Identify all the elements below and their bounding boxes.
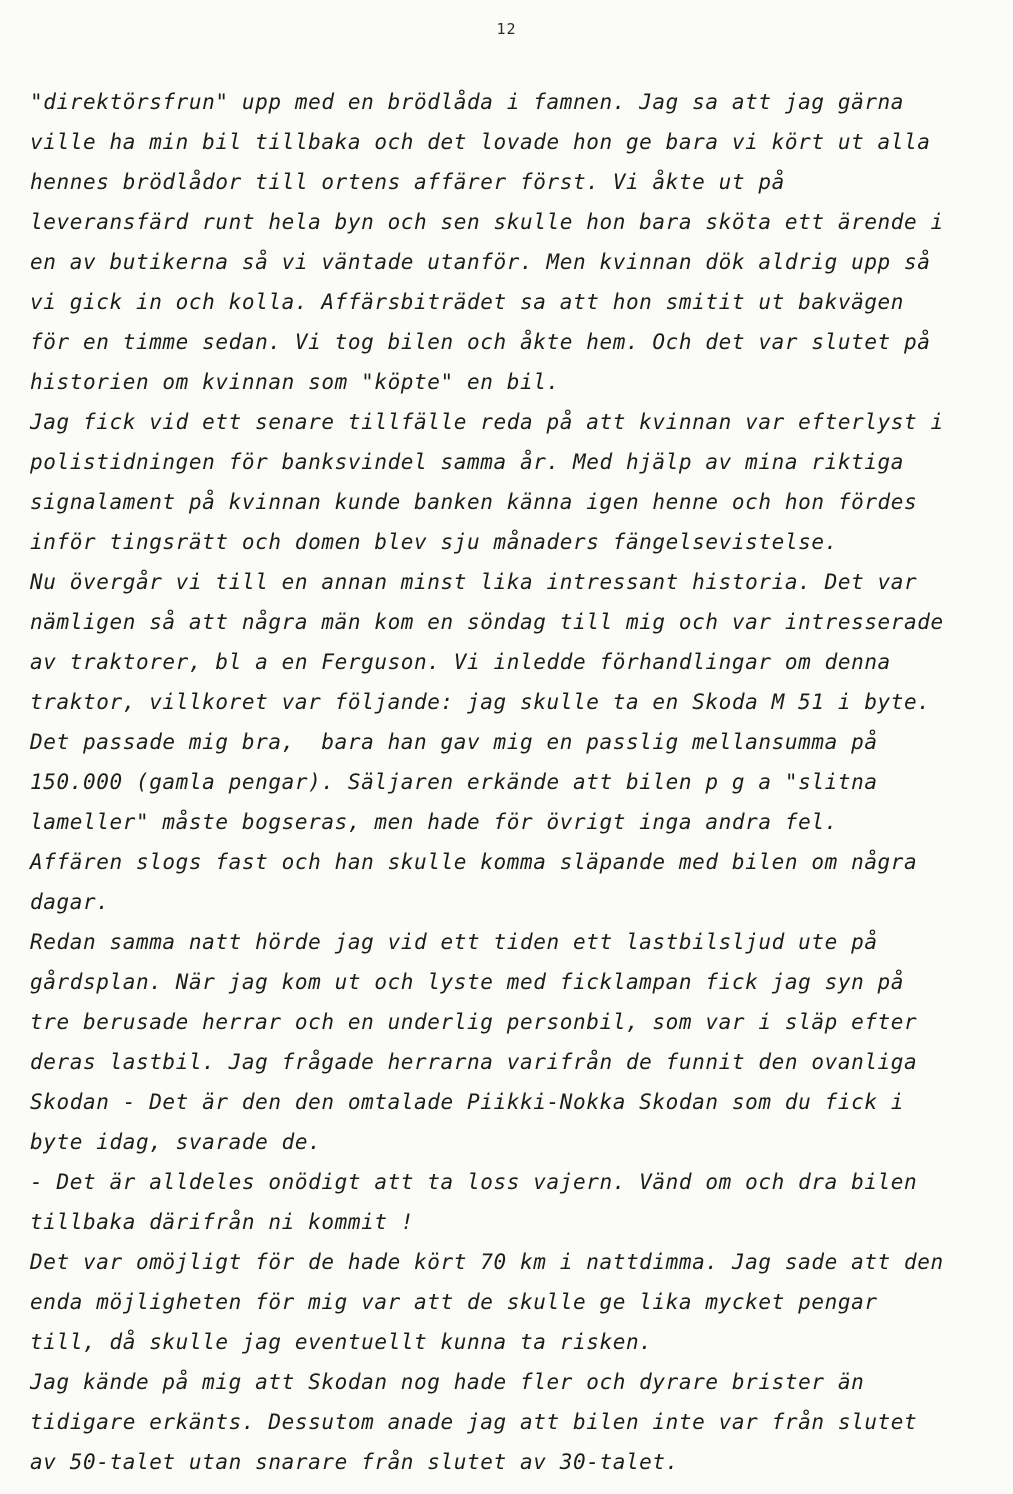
text-line: ville ha min bil tillbaka och det lovade hon ge bara vi kört ut alla	[30, 130, 931, 154]
text-line: av traktorer, bl a en Ferguson. Vi inledde förhandlingar om denna	[30, 650, 891, 674]
text-line: lameller" måste bogseras, men hade för övrigt inga andra fel.	[30, 810, 838, 834]
text-line: historien om kvinnan som "köpte" en bil.	[30, 370, 560, 394]
text-line: Det var omöjligt för de hade kört 70 km i nattdimma. Jag sade att den	[30, 1250, 944, 1274]
text-line: Det passade mig bra, bara han gav mig en passlig mellansumma på	[30, 730, 878, 754]
text-line: enda möjligheten för mig var att de skulle ge lika mycket pengar	[30, 1290, 878, 1314]
text-line: till, då skulle jag eventuellt kunna ta risken.	[30, 1330, 653, 1354]
text-line: Skodan - Det är den den omtalade Piikki-Nokka Skodan som du fick i	[30, 1090, 905, 1114]
text-line: signalament på kvinnan kunde banken känna igen henne och hon fördes	[30, 490, 918, 514]
text-line: Redan samma natt hörde jag vid ett tiden ett lastbilsljud ute på	[30, 930, 878, 954]
text-line: vi gick in och kolla. Affärsbiträdet sa att hon smitit ut bakvägen	[30, 290, 905, 314]
text-line: traktor, villkoret var följande: jag skulle ta en Skoda M 51 i byte.	[30, 690, 931, 714]
text-line: hennes brödlådor till ortens affärer först. Vi åkte ut på	[30, 170, 785, 194]
text-line: 150.000 (gamla pengar). Säljaren erkände att bilen p g a "slitna	[30, 770, 878, 794]
text-line: nämligen så att några män kom en söndag till mig och var intresserade	[30, 610, 944, 634]
text-line: "direktörsfrun" upp med en brödlåda i famnen. Jag sa att jag gärna	[30, 90, 905, 114]
page-number: 12	[496, 20, 517, 38]
text-line: en av butikerna så vi väntade utanför. Men kvinnan dök aldrig upp så	[30, 250, 931, 274]
text-line: Affären slogs fast och han skulle komma släpande med bilen om några	[30, 850, 918, 874]
text-line: deras lastbil. Jag frågade herrarna varifrån de funnit den ovanliga	[30, 1050, 918, 1074]
text-line: Nu övergår vi till en annan minst lika intressant historia. Det var	[30, 570, 918, 594]
text-line: polistidningen för banksvindel samma år. Med hjälp av mina riktiga	[30, 450, 905, 474]
body-text	[30, 87, 990, 1487]
text-line: tre berusade herrar och en underlig personbil, som var i släp efter	[30, 1010, 918, 1034]
text-line: dagar.	[30, 890, 110, 914]
text-line: leveransfärd runt hela byn och sen skulle hon bara sköta ett ärende i	[30, 210, 944, 234]
text-line: tidigare erkänts. Dessutom anade jag att bilen inte var från slutet	[30, 1410, 918, 1434]
text-line: gårdsplan. När jag kom ut och lyste med ficklampan fick jag syn på	[30, 970, 905, 994]
text-line: av 50-talet utan snarare från slutet av 30-talet.	[30, 1450, 679, 1474]
text-line: byte idag, svarade de.	[30, 1130, 322, 1154]
text-line: Jag kände på mig att Skodan nog hade fler och dyrare brister än	[30, 1370, 865, 1394]
text-line: - Det är alldeles onödigt att ta loss vajern. Vänd om och dra bilen	[30, 1170, 918, 1194]
text-line: inför tingsrätt och domen blev sju månaders fängelsevistelse.	[30, 530, 838, 554]
text-line: tillbaka därifrån ni kommit !	[30, 1210, 415, 1234]
text-line: för en timme sedan. Vi tog bilen och åkte hem. Och det var slutet på	[30, 330, 931, 354]
text-line: Jag fick vid ett senare tillfälle reda på att kvinnan var efterlyst i	[30, 410, 944, 434]
